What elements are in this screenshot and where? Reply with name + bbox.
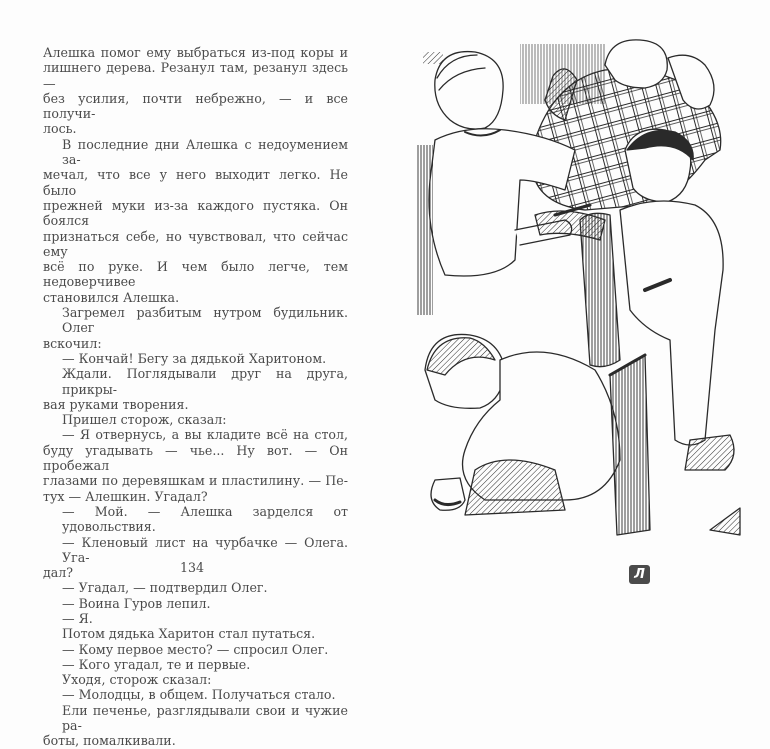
text-line: буду угадывать — чье... Ну вот. — Он пробежал xyxy=(43,442,348,474)
front-chair xyxy=(610,355,650,535)
text-line: — Кому первое место? — спросил Олег. xyxy=(62,641,329,657)
wooden-pedestal xyxy=(535,211,620,367)
text-line: лось. xyxy=(43,121,77,137)
text-column xyxy=(43,45,348,749)
text-line: боты, помалкивали. xyxy=(43,733,176,749)
text-line: — Кленовый лист на чурбачке — Олега. Уга- xyxy=(62,534,348,565)
text-line: Ели печенье, разглядывали свои и чужие ра- xyxy=(62,702,348,734)
text-line: вскочил: xyxy=(43,335,102,351)
text-line: мечал, что все у него выходит легко. Не было xyxy=(43,167,348,198)
text-line: становился Алешка. xyxy=(43,289,180,305)
text-line: — Молодцы, в общем. Получаться стало. xyxy=(62,687,336,703)
text-line: глазами по деревяшкам и пластилину. — Пе- xyxy=(43,473,348,489)
text-line: Пришел сторож, сказал: xyxy=(62,412,227,428)
text-line: Потом дядька Харитон стал путаться. xyxy=(62,626,316,642)
text-line: Ждали. Поглядывали друг на друга, прикры- xyxy=(62,366,348,397)
left-chair xyxy=(417,145,433,315)
text-line: тух — Алешкин. Угадал? xyxy=(43,488,208,504)
text-line: — Кого угадал, те и первые. xyxy=(62,656,251,672)
text-line: Уходя, сторож сказал: xyxy=(62,672,212,688)
text-line: без усилия, почти небрежно, — и все получи- xyxy=(43,90,348,122)
text-line: В последние дни Алешка с недоумением за- xyxy=(62,136,348,168)
text-line: Загремел разбитым нутром будильник. Олег xyxy=(62,305,348,336)
text-line: — Угадал, — подтвердил Олег. xyxy=(62,580,268,596)
publisher-logo: Л xyxy=(629,565,650,584)
text-line: Алешка помог ему выбраться из-под коры и xyxy=(43,45,348,60)
text-line: прежней муки из-за каждого пустяка. Он боялся xyxy=(43,197,348,229)
text-line: дал? xyxy=(43,565,74,581)
corner-hatching xyxy=(423,52,443,64)
illustration xyxy=(405,30,750,545)
text-line: лишнего дерева. Резанул там, резанул здесь — xyxy=(43,60,348,91)
text-line: — Кончай! Бегу за дядькой Харитоном. xyxy=(62,350,327,366)
text-line: — Воина Гуров лепил. xyxy=(62,595,211,611)
text-line: — Мой. — Алешка зарделся от удовольствия. xyxy=(62,503,348,535)
text-line: вая руками творения. xyxy=(43,396,189,412)
text-line: — Я отвернусь, а вы кладите всё на стол, xyxy=(62,427,348,443)
text-line: признаться себе, но чувствовал, что сейчас ему xyxy=(43,228,348,259)
page-number: 134 xyxy=(180,560,205,575)
text-line: всё по руке. И чем было легче, тем недоверчивее xyxy=(43,259,348,290)
text-line: — Я. xyxy=(62,610,93,626)
floor-hatching xyxy=(710,508,740,535)
